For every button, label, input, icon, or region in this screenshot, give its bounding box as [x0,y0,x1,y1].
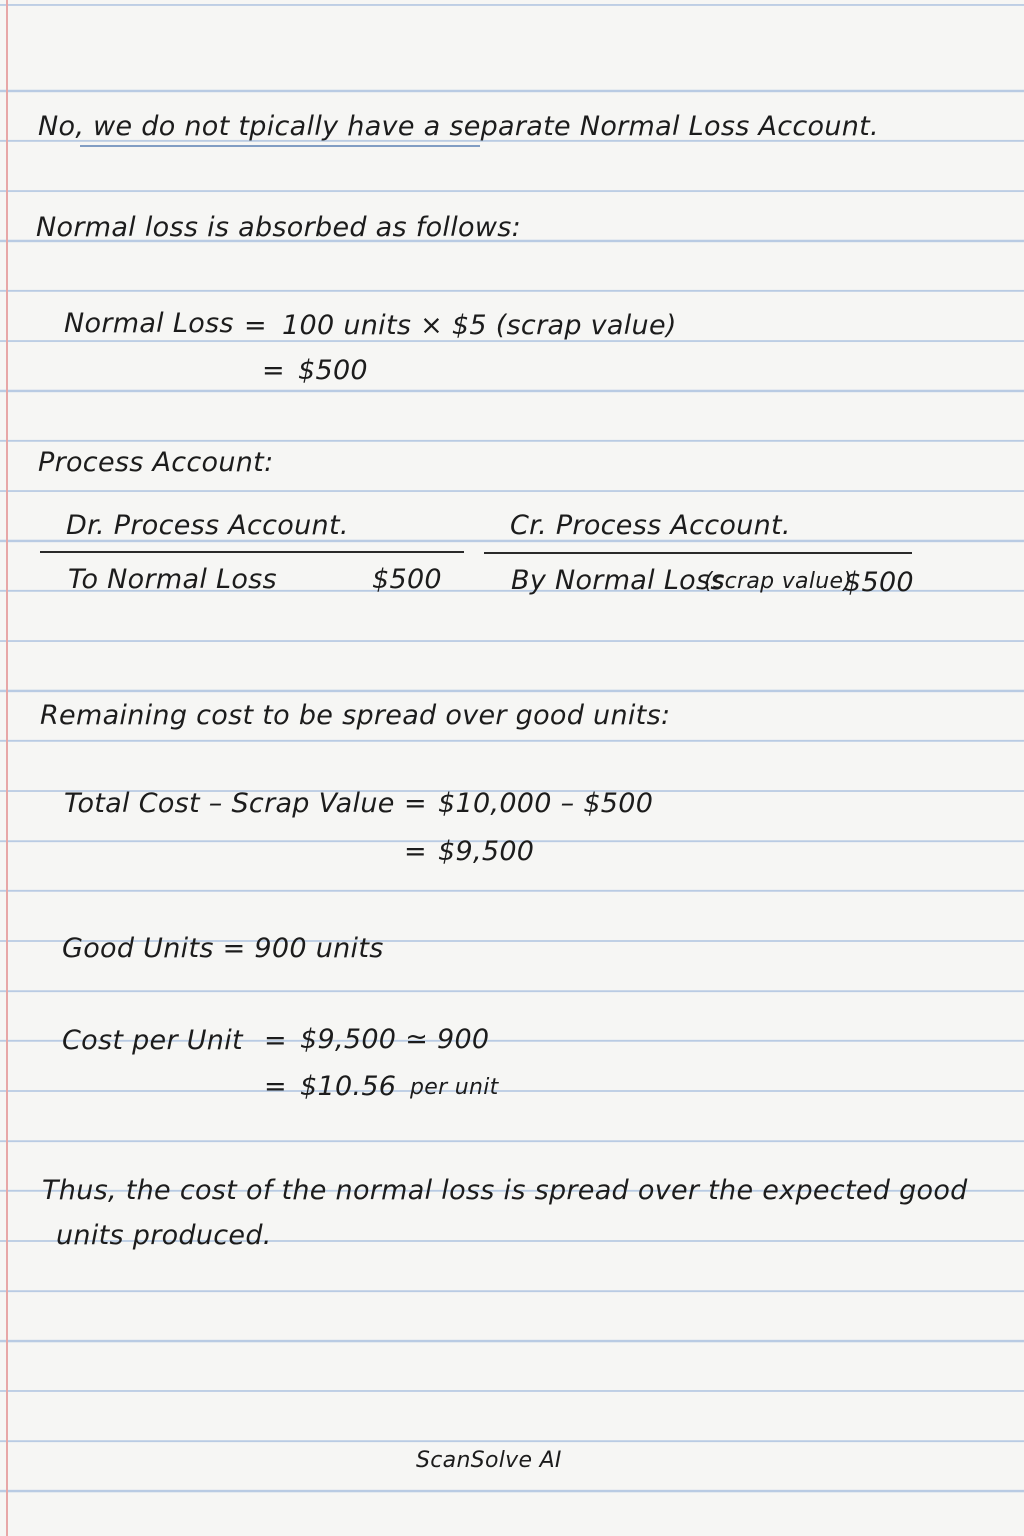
footer-brand: ScanSolve AI [416,1448,562,1473]
remaining-heading: Remaining cost to be spread over good units: [40,700,671,731]
good-units: Good Units = 900 units [62,933,384,964]
dr-header-rule [40,551,464,553]
cr-header-rule [484,552,912,554]
normal-loss-expression: 100 units × $5 (scrap value) [282,310,677,341]
remaining-expression: $10,000 – $500 [438,788,654,819]
margin-line [6,0,8,1536]
cost-per-unit-result: $10.56 [300,1071,397,1102]
conclusion-line-2: units produced. [56,1220,272,1251]
absorbed-heading: Normal loss is absorbed as follows: [36,212,521,243]
remaining-equals-2: = [404,836,427,867]
dr-header: Dr. Process Account. [66,510,349,541]
conclusion-line-1: Thus, the cost of the normal loss is spread over the expected good [42,1175,968,1206]
normal-loss-equals-2: = [262,355,285,386]
process-account-heading: Process Account: [38,447,274,478]
normal-loss-label: Normal Loss [64,308,234,339]
normal-loss-equals: = [244,310,267,341]
dr-row-label: To Normal Loss [68,564,277,595]
intro-underline [80,145,480,147]
cr-row-label: By Normal Loss [511,565,725,596]
remaining-equals: = [404,788,427,819]
dr-row-amount: $500 [372,564,442,595]
remaining-result: $9,500 [438,836,535,867]
cost-per-unit-equals-2: = [264,1071,287,1102]
remaining-label: Total Cost – Scrap Value [64,788,395,819]
cost-per-unit-unit: per unit [410,1075,499,1100]
intro-text: No, we do not tpically have a separate Normal Loss Account. [38,111,879,142]
cr-row-amount: $500 [844,567,914,598]
cr-header: Cr. Process Account. [510,510,791,541]
normal-loss-result: $500 [298,355,368,386]
cost-per-unit-equals: = [264,1025,287,1056]
cost-per-unit-expression: $9,500 ≃ 900 [300,1024,490,1055]
cr-row-note: (scrap value) [704,569,853,594]
cost-per-unit-label: Cost per Unit [62,1025,243,1056]
